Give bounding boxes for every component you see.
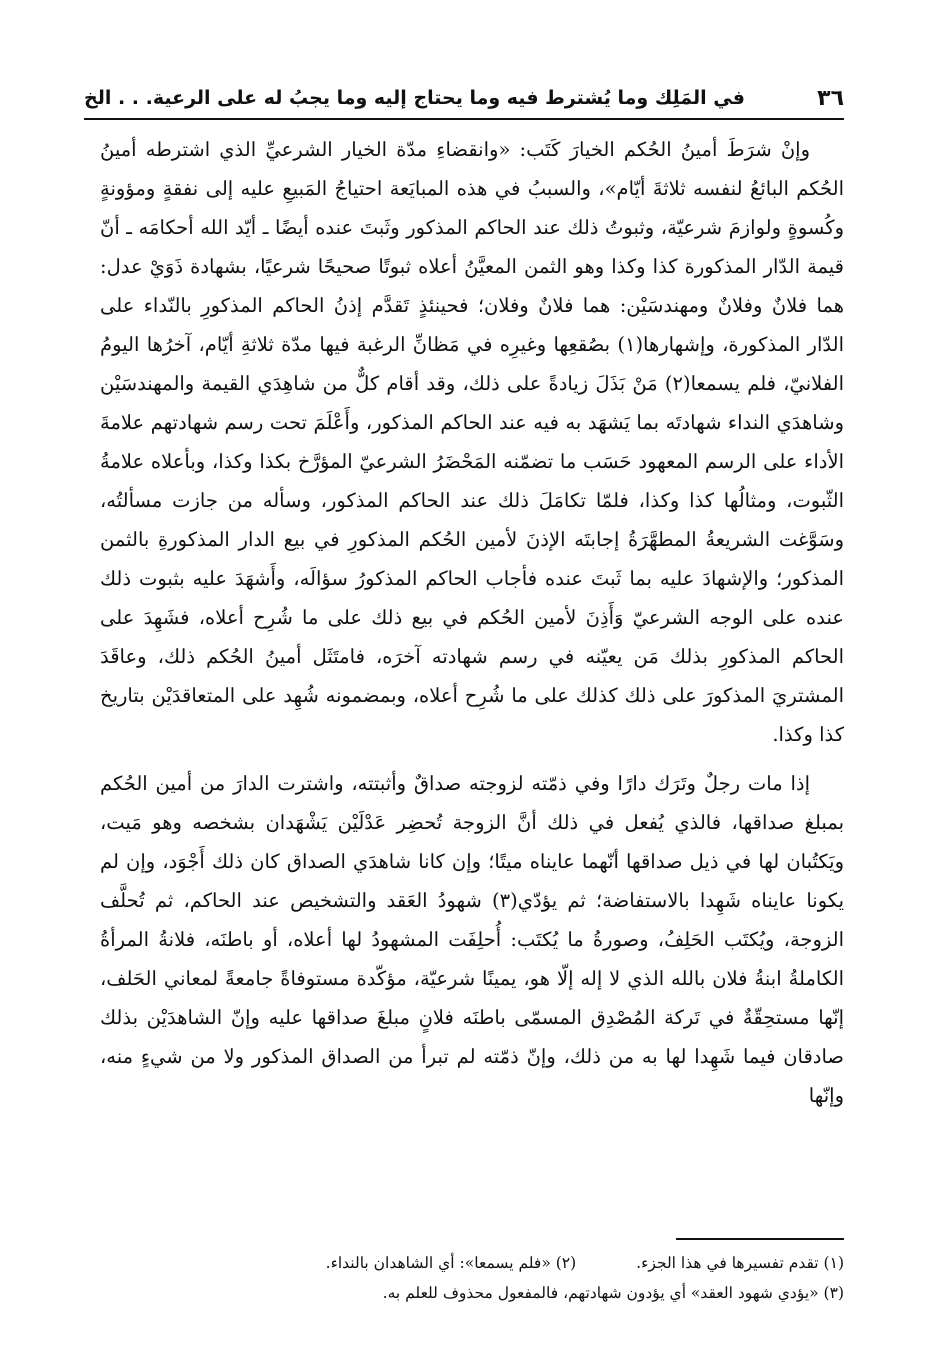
footnote-divider <box>676 1238 844 1240</box>
footnote-row <box>100 1278 844 1308</box>
paragraph: وإنْ شرَطَ أمينُ الحُكم الخيارَ كَتَب: «وانقضاءِ مدّة الخيار الشرعيِّ الذي اشترطه أمينُ الحُكم البائعُ لنفسه ثلاثةَ أيّام»، والسببُ في هذه المبايَعة احتياجُ المَبيعِ عليه إلى نفقةٍ ومؤونةٍ وكُسوةٍ ولوازمَ شرعيّة، وثبوتُ ذلك عند الحاكم المذكور وثَبتَ عنده أيضًا ـ أيّد الله أحكامَه ـ أنّ قيمة الدّار المذكورة كذا وكذا وهو الثمن المعيَّنُ أعلاه ثبوتًا صحيحًا شرعيًا، بشهادة ذَوَيْ عدل: هما فلانٌ وفلانٌ ومهندسَيْن: هما فلانٌ وفلان؛ فحينئذٍ تَقدَّم إذنُ الحاكم المذكورِ بالنّداء على الدّار المذكورة، وإشهارها(١) بصُقعِها وغيرِه في مَظانِّ الرغبة فيها مدّة ثلاثةِ أيّام، آخرُها اليومُ الفلانيّ، فلم يسمعا(٢) مَنْ بَذَلَ زيادةً على ذلك، وقد أقام كلٌّ من شاهِدَي القيمة والمهندسَيْن وشاهدَي النداء شهادتَه بما يَشهَد به فيه عند الحاكم المذكور، وأَعْلَمَ تحت رسم شهادتهم علامةَ الأداء على الرسم المعهود حَسَب ما تضمّنه المَحْضَرُ الشرعيّ المؤرَّخ بكذا وكذا، وبأعلاه علامةُ الثّبوت، ومثالُها كذا وكذا، فلمّا تكامَلَ ذلك عند الحاكم المذكور، وسأله من جازت مسألتُه، وسَوَّغت الشريعةُ المطهَّرَةُ إجابتَه الإذنَ لأمين الحُكم المذكورِ في بيع الدار المذكورةِ بالثمن المذكور؛ والإشهادَ عليه بما ثَبتَ عنده فأجاب الحاكم المذكورُ سؤالَه، وأَشهَدَ عليه بثبوت ذلك عنده على الوجه الشرعيّ وَأَذِنَ لأمين الحُكم في بيع ذلك على ما شُرِح أعلاه، فشَهِدَ على الحاكم المذكورِ بذلك مَن يعيّنه في رسم شهادته آخرَه، فامتَثَل أمينُ الحُكم ذلك، وعاقَدَ المشتريَ المذكورَ على ذلك كذلك على ما شُرِح أعلاه، وبمضمونه شُهِد على المتعاقدَيْن بتاريخ كذا وكذا. <box>100 138 844 746</box>
footnote-3: (٣) «يؤدي شهود العقد» أي يؤدون شهادتهم، فالمفعول محذوف للعلم به. <box>382 1284 844 1302</box>
main-text <box>100 130 844 1123</box>
footnotes <box>100 1248 844 1308</box>
page-header <box>84 78 844 120</box>
footnote-2: (٢) «فلم يسمعا»: أي الشاهدان بالنداء. <box>325 1254 577 1272</box>
paragraph: إذا مات رجلٌ وتَرَك دارًا وفي ذمّته لزوجته صداقٌ وأثبتته، واشترت الدارَ من أمين الحُكم بمبلغ صداقها، فالذي يُفعل في ذلك أنَّ الزوجة تُحضِر عَدْلَيْن يَشْهَدان بشخصه وهو مَيت، ويَكتُبان لها في ذيل صداقها أنّهما عايناه ميتًا؛ وإن كانا شاهدَي الصداق كان ذلك أَجْوَد، وإن لم يكونا عايناه شَهِدا بالاستفاضة؛ ثم يؤدّي(٣) شهودُ العَقد والتشخيص عند الحاكم، ثم تُحلَّف الزوجة، ويُكتَب الحَلِفُ، وصورةُ ما يُكتَب: أُحلِفَت المشهودُ لها أعلاه، أو باطنَه، فلانةُ المرأةُ الكاملةُ ابنةُ فلان بالله الذي لا إله إلّا هو، يمينًا شرعيّة، مؤكّدة مستوفاةً جامعةً لمعاني الحَلف، إنّها مستحِقّةٌ في تَركة المُصْدِق المسمّى باطنَه فلانٍ مبلغَ صداقها عليه وإنّ الشاهدَيْن بذلك صادقان فيما شَهِدا لها به من ذلك، وإنّ ذمّته لم تبرأ من الصداق المذكور ولا من شيءٍ منه، وإنّها <box>100 772 845 1107</box>
page-number: ٣٦ <box>817 85 844 111</box>
footnote-row <box>100 1248 844 1278</box>
running-title: في المَلِك وما يُشترط فيه وما يحتاج إليه وما يجبُ له على الرعية. . . الخ <box>84 87 745 109</box>
footnote-1: (١) تقدم تفسيرها في هذا الجزء. <box>636 1254 844 1272</box>
